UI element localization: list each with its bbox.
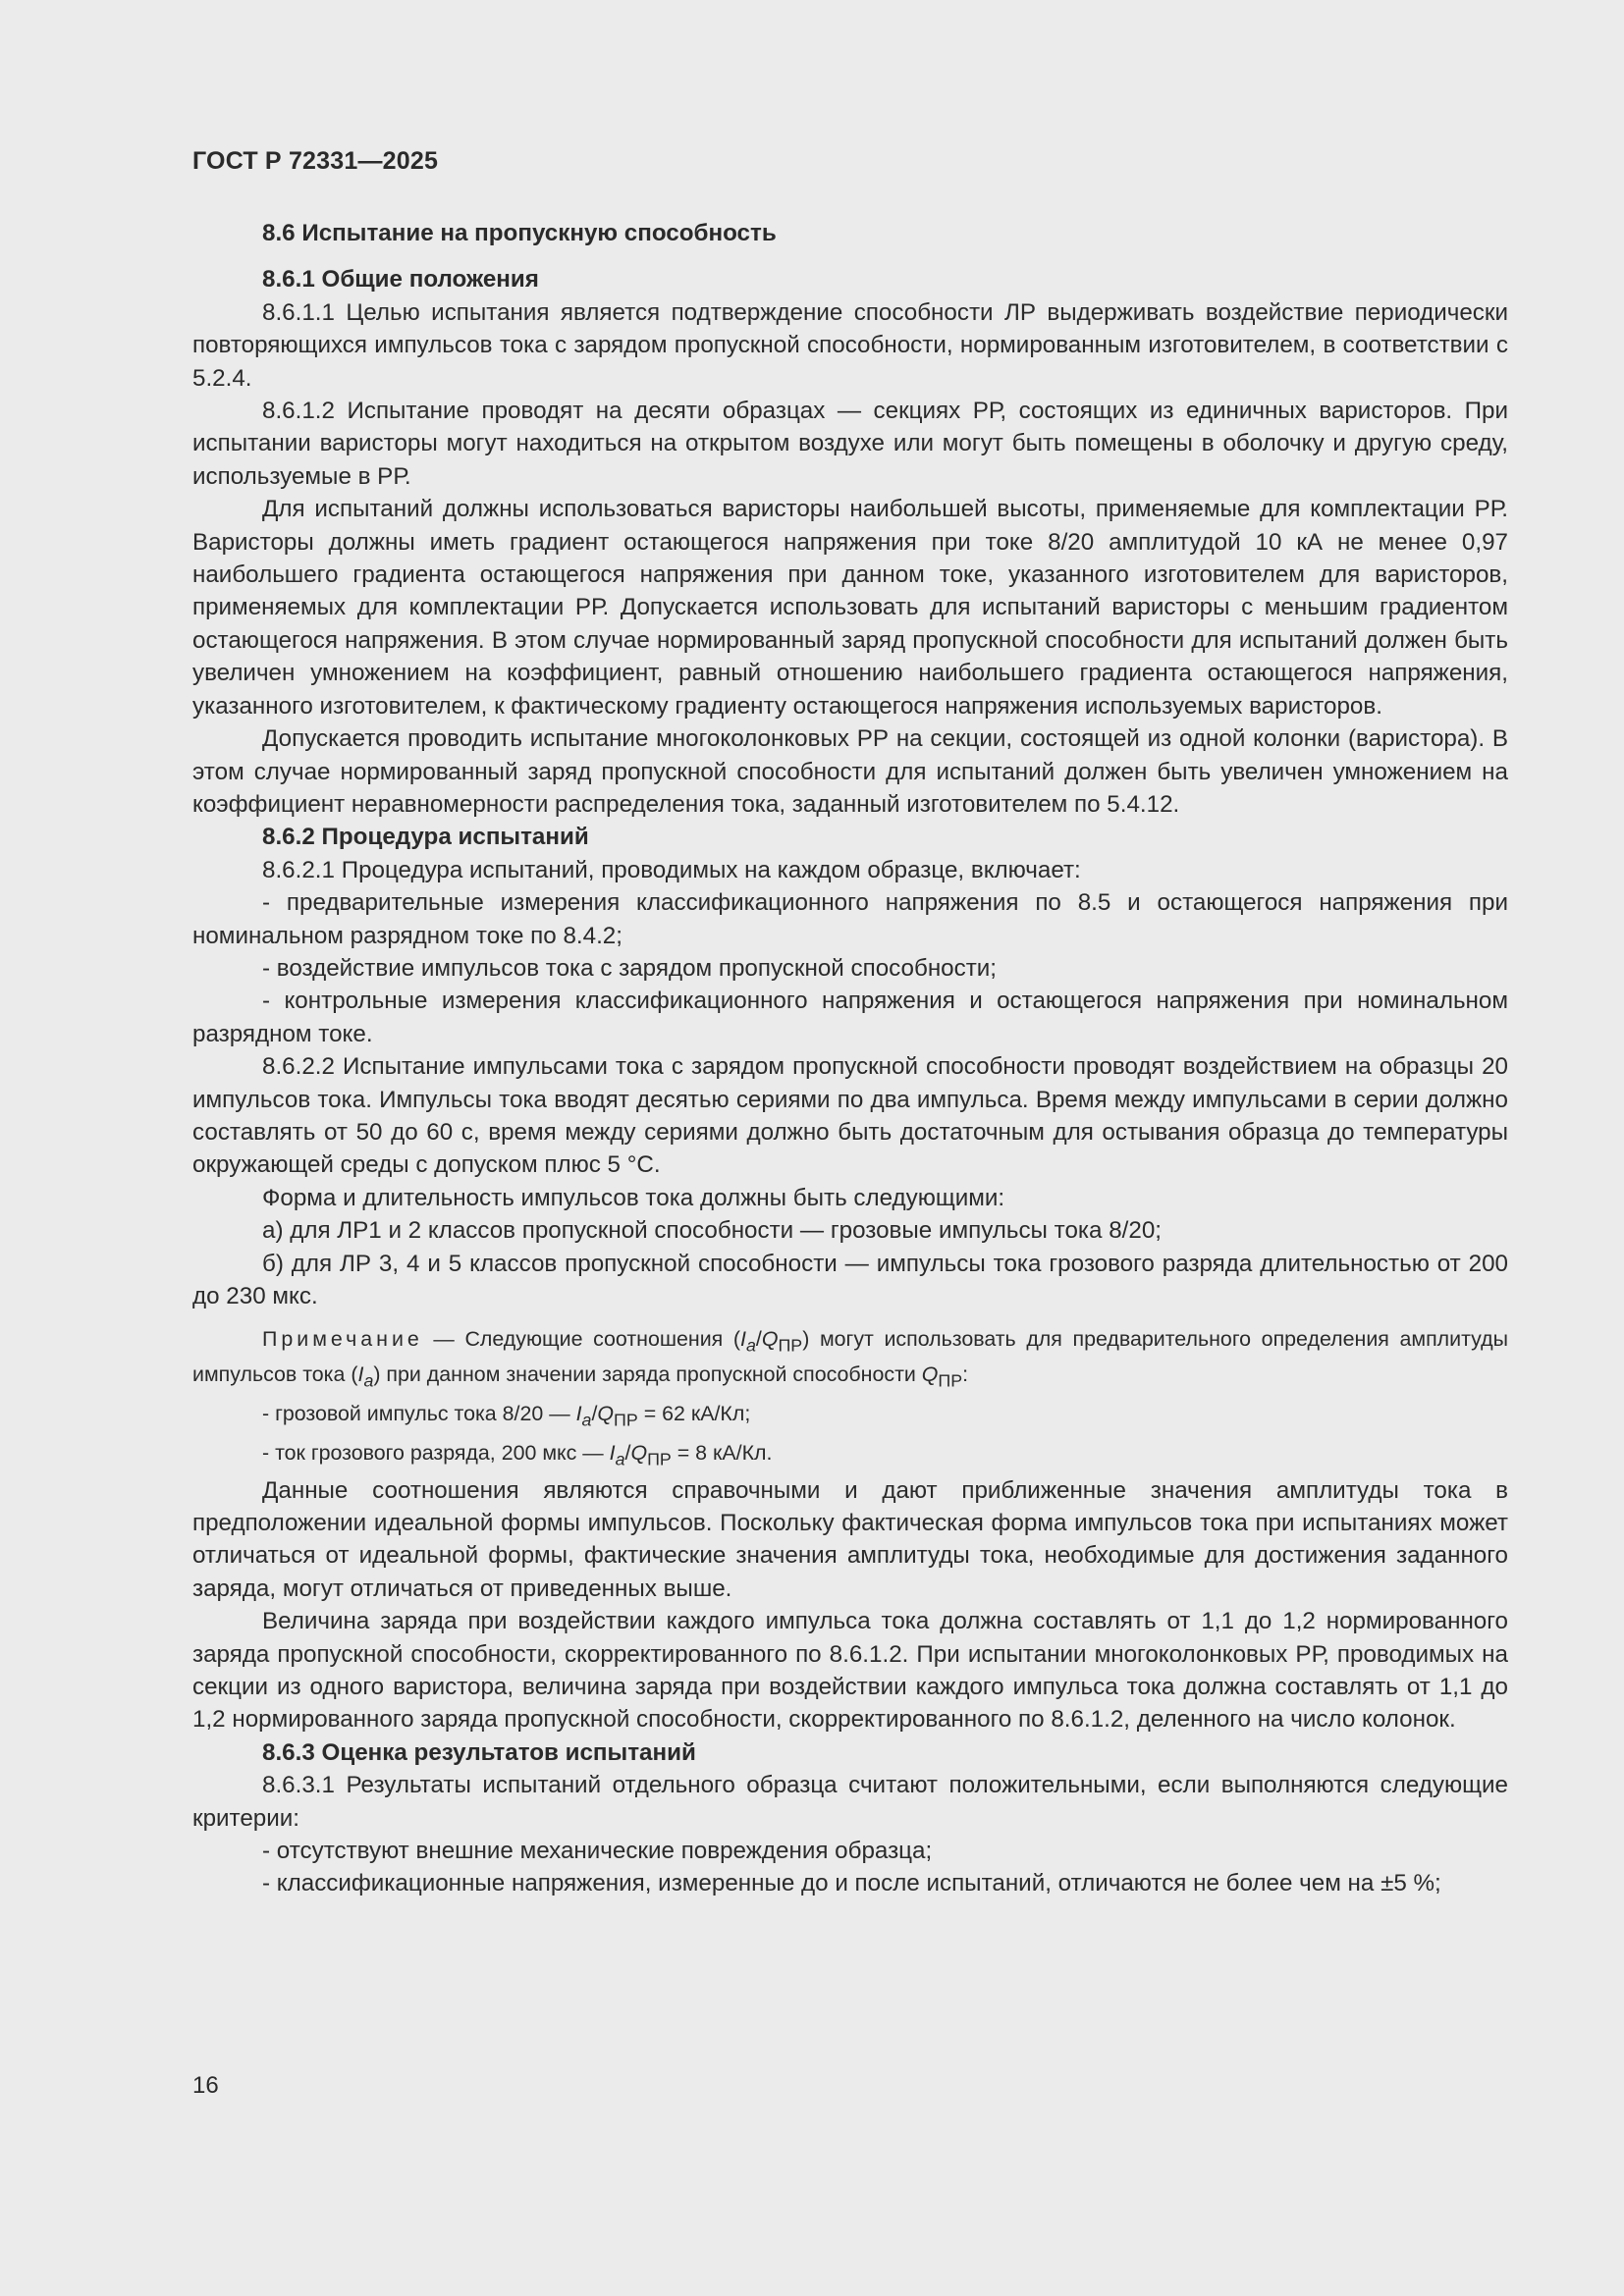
body-paragraph: 8.6.1.1 Целью испытания является подтверждение способности ЛР выдерживать воздействие периодически повторяющихся импульсов тока с зарядом пропускной способности, нормированным изготовителем, в соответствии с 5.2.4. xyxy=(192,298,1508,392)
body-paragraph: - предварительные измерения классификационного напряжения по 8.5 и остающегося напряжения при номинальном разрядном токе по 8.4.2; xyxy=(192,889,1508,949)
page-number: 16 xyxy=(192,2072,219,2099)
note-paragraph: Примечание — Следующие соотношения $(I_a/Q_{ПР})$ могут использовать для предварительного определения амплитуды импульсов тока $(I_a)$ при данном значении заряда пропускной способности $Q_{ПР}$: xyxy=(192,1327,1508,1391)
note-label: Примечание xyxy=(262,1327,423,1352)
body-paragraph: Форма и длительность импульсов тока должны быть следующими: xyxy=(262,1184,1005,1211)
section-heading: 8.6.2 Процедура испытаний xyxy=(262,824,589,851)
body-paragraph: 8.6.2.2 Испытание импульсами тока с зарядом пропускной способности проводят воздействием на образцы 20 импульсов тока. Импульсы тока вводят десятью сериями по два импульса. Время между импульсами в серии должно составлять от 50 до 60 с, время между сериями должно быть достаточным для остывания образца до температуры окружающей среды с допуском плюс 5 °С. xyxy=(192,1053,1508,1179)
document-body-continued xyxy=(192,1474,1508,1900)
body-paragraph: - контрольные измерения классификационного напряжения и остающегося напряжения при номинальном разрядном токе. xyxy=(192,988,1508,1047)
document-page xyxy=(192,147,1508,1900)
body-paragraph: - отсутствуют внешние механические повреждения образца; xyxy=(262,1838,933,1864)
note-list-item: - ток грозового разряда, 200 мкс — $I_a/Q_{ПР} = 8$ кА/Кл. xyxy=(262,1440,773,1469)
body-paragraph: Для испытаний должны использоваться варисторы наибольшей высоты, применяемые для комплектации РР. Варисторы должны иметь градиент остающегося напряжения при токе 8/20 амплитудой 10 кА не менее 0,97 наибольшего градиента остающегося напряжения при данном токе, указанного изготовителем для варисторов, применяемых для комплектации РР. Допускается использовать для испытаний варисторы с меньшим градиентом остающегося напряжения. В этом случае нормированный заряд пропускной способности для испытаний должен быть увеличен умножением на коэффициент, равный отношению наибольшего градиента остающегося напряжения, указанного изготовителем, к фактическому градиенту остающегося напряжения используемых варисторов. xyxy=(192,496,1508,720)
body-paragraph: Величина заряда при воздействии каждого импульса тока должна составлять от 1,1 до 1,2 нормированного заряда пропускной способности, скорректированного по 8.6.1.2. При испытании многоколонковых РР, проводимых на секции из одного варистора, величина заряда при воздействии каждого импульса тока должна составлять от 1,1 до 1,2 нормированного заряда пропускной способности, скорректированного по 8.6.1.2, деленного на число колонок. xyxy=(192,1608,1508,1734)
body-paragraph: - классификационные напряжения, измеренные до и после испытаний, отличаются не более чем на ±5 %; xyxy=(262,1870,1441,1897)
note-list-item: - грозовой импульс тока 8/20 — $I_a/Q_{ПР} = 62$ кА/Кл; xyxy=(262,1401,751,1430)
body-paragraph: б) для ЛР 3, 4 и 5 классов пропускной способности — импульсы тока грозового разряда длительностью от 200 до 230 мкс. xyxy=(192,1250,1508,1309)
body-paragraph: Данные соотношения являются справочными и дают приближенные значения амплитуды тока в предположении идеальной формы импульсов. Поскольку фактическая форма импульсов тока при испытаниях может отличаться от идеальной формы, фактические значения амплитуды тока, необходимые для достижения заданного заряда, могут отличаться от приведенных выше. xyxy=(192,1476,1508,1602)
body-paragraph: - воздействие импульсов тока с зарядом пропускной способности; xyxy=(262,954,998,982)
body-paragraph: 8.6.3.1 Результаты испытаний отдельного образца считают положительными, если выполняются следующие критерии: xyxy=(192,1772,1508,1832)
document-body xyxy=(192,217,1508,1312)
section-heading: 8.6.1 Общие положения xyxy=(262,266,539,294)
section-heading: 8.6 Испытание на пропускную способность xyxy=(262,220,777,246)
body-paragraph: а) для ЛР1 и 2 классов пропускной способности — грозовые импульсы тока 8/20; xyxy=(262,1217,1163,1245)
body-paragraph: Допускается проводить испытание многоколонковых РР на секции, состоящей из одной колонки (варистора). В этом случае нормированный заряд пропускной способности для испытаний должен быть увеличен умножением на коэффициент неравномерности распределения тока, заданный изготовителем по 5.4.12. xyxy=(192,725,1508,818)
body-paragraph: 8.6.1.2 Испытание проводят на десяти образцах — секциях РР, состоящих из единичных варисторов. При испытании варисторы могут находиться на открытом воздухе или могут быть помещены в оболочку и другую среду, используемые в РР. xyxy=(192,398,1508,490)
section-heading: 8.6.3 Оценка результатов испытаний xyxy=(262,1738,696,1766)
body-paragraph: 8.6.2.1 Процедура испытаний, проводимых на каждом образце, включает: xyxy=(262,856,1081,883)
note-block xyxy=(192,1325,1508,1473)
document-header: ГОСТ Р 72331—2025 xyxy=(192,147,439,175)
